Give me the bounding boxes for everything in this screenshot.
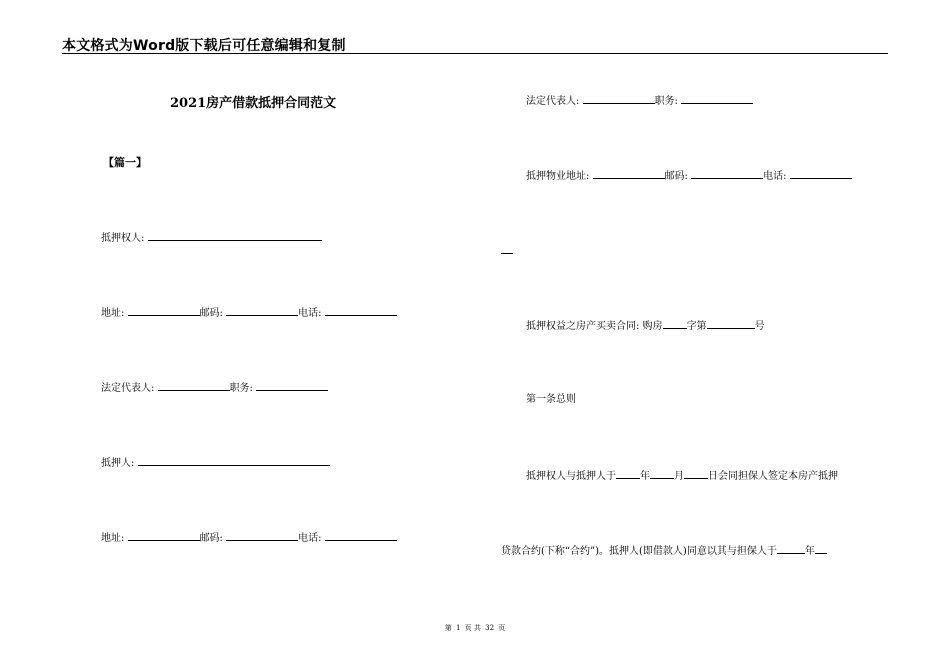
property-continuation (501, 243, 513, 259)
address2-line (101, 530, 397, 546)
property-blank (593, 168, 665, 179)
address2-label: 地址: (101, 533, 125, 544)
phone1-label: 电话: (298, 308, 322, 319)
article1-heading: 第一条总则 (526, 394, 576, 405)
postcode2-blank (226, 530, 298, 541)
footer-suffix: 页 (498, 624, 506, 632)
rep1-blank (158, 380, 230, 391)
contract-suffix: 号 (754, 321, 765, 332)
property-continuation-blank (501, 243, 513, 254)
para1-text-a: 抵押权人与抵押人于 (526, 471, 616, 482)
contract-prefix: 抵押权益之房产买卖合同: 购房 (526, 321, 663, 332)
contract-mid: 字第 (686, 321, 707, 332)
mortgagee-label: 抵押权人: (101, 233, 145, 244)
para1-month-blank (650, 468, 674, 479)
title1-blank (256, 380, 328, 391)
header-divider (62, 53, 888, 54)
title1-label: 职务: (229, 383, 253, 394)
footer-total-pages: 32 (485, 624, 495, 632)
para1-month: 月 (674, 471, 684, 482)
postcode1-blank (226, 305, 298, 316)
para1-year-blank (616, 468, 640, 479)
postcode2-label: 邮码: (199, 533, 223, 544)
page-header: 本文格式为Word版下载后可任意编辑和复制 (62, 38, 346, 54)
footer-page-number: 1 (455, 624, 461, 632)
property-line (526, 168, 852, 184)
page-footer (0, 623, 950, 633)
para1-line (526, 468, 838, 484)
address2-blank (128, 530, 200, 541)
para1-rest: 日会同担保人签定本房产抵押 (708, 471, 838, 482)
mortgagor-line (101, 455, 330, 471)
right-postcode-blank (691, 168, 763, 179)
address1-label: 地址: (101, 308, 125, 319)
contract-blank-1 (663, 318, 687, 329)
para2-trailing-blank (815, 543, 827, 554)
contract-blank-2 (707, 318, 755, 329)
address1-blank (128, 305, 200, 316)
para2-text-a: 贷款合约(下称“合约”)。抵押人(即借款人)同意以其与担保人于 (501, 546, 777, 557)
postcode1-label: 邮码: (199, 308, 223, 319)
rep1-label: 法定代表人: (101, 383, 155, 394)
right-rep-line (526, 93, 753, 109)
para1-year: 年 (640, 471, 650, 482)
phone2-label: 电话: (298, 533, 322, 544)
para2-year: 年 (804, 546, 815, 557)
right-rep-label: 法定代表人: (526, 96, 580, 107)
section-heading: 【篇一】 (103, 156, 147, 169)
right-phone-blank (790, 168, 852, 179)
property-label: 抵押物业地址: (526, 171, 590, 182)
address1-line (101, 305, 397, 321)
right-phone-label: 电话: (763, 171, 787, 182)
mortgagee-blank (148, 230, 322, 241)
right-postcode-label: 邮码: (664, 171, 688, 182)
rep1-line (101, 380, 328, 396)
para1-day-blank (684, 468, 708, 479)
contract-line (526, 318, 765, 334)
mortgagor-label: 抵押人: (101, 458, 135, 469)
document-title: 2021房产借款抵押合同范文 (170, 96, 337, 111)
phone2-blank (325, 530, 397, 541)
para2-line (501, 543, 827, 559)
mortgagor-blank (138, 455, 330, 466)
right-rep-blank (583, 93, 655, 104)
mortgagee-line (101, 230, 322, 246)
footer-mid: 页 共 (464, 624, 481, 632)
right-title-label: 职务: (654, 96, 678, 107)
footer-prefix: 第 (444, 624, 452, 632)
phone1-blank (325, 305, 397, 316)
para2-year-blank (777, 543, 805, 554)
right-title-blank (681, 93, 753, 104)
